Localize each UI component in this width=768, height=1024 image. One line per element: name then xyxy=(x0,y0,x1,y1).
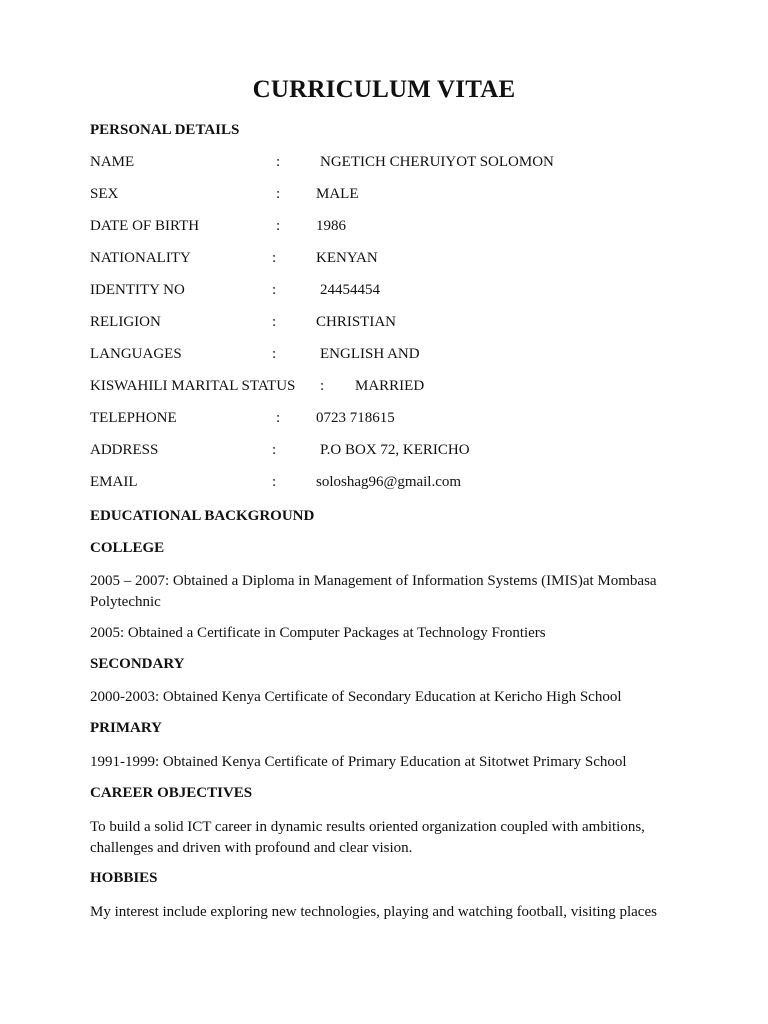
detail-label: TELEPHONE xyxy=(90,410,177,426)
educational-background-heading: EDUCATIONAL BACKGROUND xyxy=(90,508,315,524)
college-heading: COLLEGE xyxy=(90,540,165,556)
detail-row-languages xyxy=(0,346,768,366)
detail-label: KISWAHILI MARITAL STATUS xyxy=(90,378,296,394)
detail-label: SEX xyxy=(90,186,119,202)
college-entry: 2005: Obtained a Certificate in Computer Packages at Technology Frontiers xyxy=(90,625,546,641)
primary-entry: 1991-1999: Obtained Kenya Certificate of Primary Education at Sitotwet Primary School xyxy=(90,754,627,770)
detail-separator: : xyxy=(276,154,281,170)
detail-label: IDENTITY NO xyxy=(90,282,185,298)
career-objectives-heading: CAREER OBJECTIVES xyxy=(90,785,253,801)
detail-separator: : xyxy=(272,250,277,266)
detail-separator: : xyxy=(276,186,281,202)
detail-value: MALE xyxy=(316,186,359,202)
detail-label: EMAIL xyxy=(90,474,138,490)
hobbies-heading: HOBBIES xyxy=(90,870,158,886)
detail-separator: : xyxy=(276,410,281,426)
detail-label: NATIONALITY xyxy=(90,250,191,266)
personal-details-heading: PERSONAL DETAILS xyxy=(90,122,240,138)
detail-value: MARRIED xyxy=(355,378,425,394)
detail-label: RELIGION xyxy=(90,314,161,330)
detail-row-address xyxy=(0,442,768,462)
detail-label: DATE OF BIRTH xyxy=(90,218,200,234)
detail-separator: : xyxy=(272,442,277,458)
detail-value: 0723 718615 xyxy=(316,410,395,426)
detail-value: 1986 xyxy=(316,218,346,234)
detail-value: soloshag96@gmail.com xyxy=(316,474,462,490)
detail-value: NGETICH CHERUIYOT SOLOMON xyxy=(320,154,554,170)
detail-separator: : xyxy=(272,474,277,490)
detail-value: ENGLISH AND xyxy=(320,346,420,362)
detail-value: KENYAN xyxy=(316,250,378,266)
detail-row-date-of-birth xyxy=(0,218,768,238)
detail-row-sex xyxy=(0,186,768,206)
secondary-entry: 2000-2003: Obtained Kenya Certificate of Secondary Education at Kericho High School xyxy=(90,689,622,705)
detail-row-marital-status xyxy=(0,378,768,398)
detail-row-religion xyxy=(0,314,768,334)
secondary-heading: SECONDARY xyxy=(90,656,185,672)
hobbies-text: My interest include exploring new technologies, playing and watching football, visiting places xyxy=(90,904,657,920)
detail-value: 24454454 xyxy=(320,282,380,298)
career-objectives-text: To build a solid ICT career in dynamic results oriented organization coupled with ambitions, challenges and driven with profound and clear vision. xyxy=(90,819,645,856)
detail-value: CHRISTIAN xyxy=(316,314,397,330)
detail-label: LANGUAGES xyxy=(90,346,182,362)
detail-separator: : xyxy=(320,378,325,394)
college-entry: 2005 – 2007: Obtained a Diploma in Management of Information Systems (IMIS)at Mombasa Polytechnic xyxy=(90,573,657,610)
detail-value: P.O BOX 72, KERICHO xyxy=(320,442,470,458)
detail-separator: : xyxy=(272,314,277,330)
detail-label: ADDRESS xyxy=(90,442,159,458)
document-title: CURRICULUM VITAE xyxy=(252,76,516,103)
detail-row-nationality xyxy=(0,250,768,270)
detail-separator: : xyxy=(272,282,277,298)
detail-row-identity-no xyxy=(0,282,768,302)
detail-separator: : xyxy=(272,346,277,362)
detail-label: NAME xyxy=(90,154,135,170)
detail-separator: : xyxy=(276,218,281,234)
primary-heading: PRIMARY xyxy=(90,720,162,736)
detail-row-email xyxy=(0,474,768,494)
detail-row-telephone xyxy=(0,410,768,430)
detail-row-name xyxy=(0,154,768,174)
